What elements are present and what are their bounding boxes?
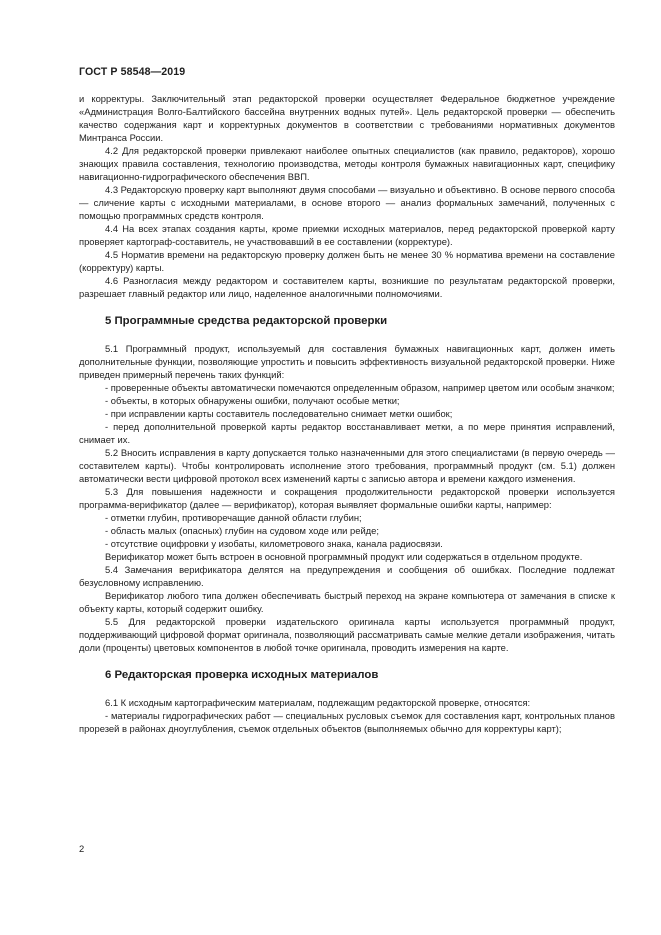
page-number: 2 (79, 843, 85, 854)
paragraph: - объекты, в которых обнаружены ошибки, получают особые метки; (105, 395, 400, 406)
paragraph: - материалы гидрографических работ — специальных русловых съемок для составления карт, контрольных планов прорезей в районах дноуглубления, съемок отдельных объектов (выполняемых обычно для корректуры карт); (79, 710, 615, 734)
paragraph: Верификатор может быть встроен в основной программный продукт или содержаться в отдельном продукте. (105, 551, 583, 562)
paragraph: 4.2 Для редакторской проверки привлекают наиболее опытных специалистов (как правило, редакторов), хорошо знающих правила составления, технологию производства, методы контроля бумажных навигационных карт, специфику навигационно-гидрографического обеспечения ВВП. (79, 145, 615, 182)
standard-code-header: ГОСТ Р 58548—2019 (79, 66, 186, 78)
paragraph: 5.2 Вносить исправления в карту допускается только назначенными для этого специалистами (в первую очередь — составителем карты). Чтобы контролировать исполнение этого требования, программный продукт (см. 5.1) должен автоматически вести цифровой протокол всех изменений карты с записью автора и времени каждого изменения. (79, 447, 615, 484)
section-heading: 6 Редакторская проверка исходных материалов (105, 669, 379, 681)
paragraph: 4.3 Редакторскую проверку карт выполняют двумя способами — визуально и объективно. В основе первого способа — сличение карты с исходными материалами, в основе второго — анализ формальных замечаний, полученных с помощью программных средств контроля. (79, 184, 615, 221)
paragraph: 5.5 Для редакторской проверки издательского оригинала карты используется программный продукт, поддерживающий цифровой формат оригинала, позволяющий рассматривать самые мелкие детали изображения, читать доли (проценты) цветовых компонентов в любой точке оригинала, проводить измерения на карте. (79, 616, 615, 653)
paragraph: 6.1 К исходным картографическим материалам, подлежащим редакторской проверке, относятся: (105, 697, 531, 708)
paragraph: Верификатор любого типа должен обеспечивать быстрый переход на экране компьютера от замечания в списке к объекту карты, который содержит ошибку. (79, 590, 615, 614)
paragraph: - при исправлении карты составитель последовательно снимает метки ошибок; (105, 408, 453, 419)
paragraph: - отсутствие оцифровки у изобаты, километрового знака, канала радиосвязи. (105, 538, 443, 549)
paragraph: 5.3 Для повышения надежности и сокращения продолжительности редакторской проверки используется программа-верификатор (далее — верификатор), которая выявляет формальные ошибки карты, например: (79, 486, 615, 510)
paragraph: - отметки глубин, противоречащие данной области глубин; (105, 512, 362, 523)
paragraph: - перед дополнительной проверкой карты редактор восстанавливает метки, а по мере принятия исправлений, снимает их. (79, 421, 615, 445)
paragraph: 4.6 Разногласия между редактором и составителем карты, возникшие по результатам редакторской проверки, разрешает главный редактор или лицо, наделенное аналогичными полномочиями. (79, 275, 615, 299)
document-body (79, 92, 615, 735)
paragraph: 5.4 Замечания верификатора делятся на предупреждения и сообщения об ошибках. Последние подлежат безусловному исправлению. (79, 564, 615, 588)
paragraph: 4.4 На всех этапах создания карты, кроме приемки исходных материалов, перед редакторской проверкой карту проверяет картограф-составитель, не участвовавший в ее составлении (корректуре). (79, 223, 615, 247)
section-heading: 5 Программные средства редакторской проверки (105, 315, 388, 327)
paragraph: - проверенные объекты автоматически помечаются определенным образом, например цветом или особым значком; (105, 382, 615, 393)
paragraph: 4.5 Норматив времени на редакторскую проверку должен быть не менее 30 % норматива времени на составление (корректуру) карты. (79, 249, 615, 273)
paragraph: - область малых (опасных) глубин на судовом ходе или рейде; (105, 525, 379, 536)
paragraph: и корректуры. Заключительный этап редакторской проверки осуществляет Федеральное бюджетное учреждение «Администрация Волго-Балтийского бассейна внутренних водных путей». Цель редакторской проверки — обеспечить качество содержания карт и корректурных документов в соответствии с требованиями нормативных документов Минтранса России. (79, 93, 615, 143)
paragraph: 5.1 Программный продукт, используемый для составления бумажных навигационных карт, должен иметь дополнительные функции, позволяющие упростить и повысить эффективность визуальной редакторской проверки. Ниже приведен примерный перечень таких функций: (79, 343, 615, 380)
